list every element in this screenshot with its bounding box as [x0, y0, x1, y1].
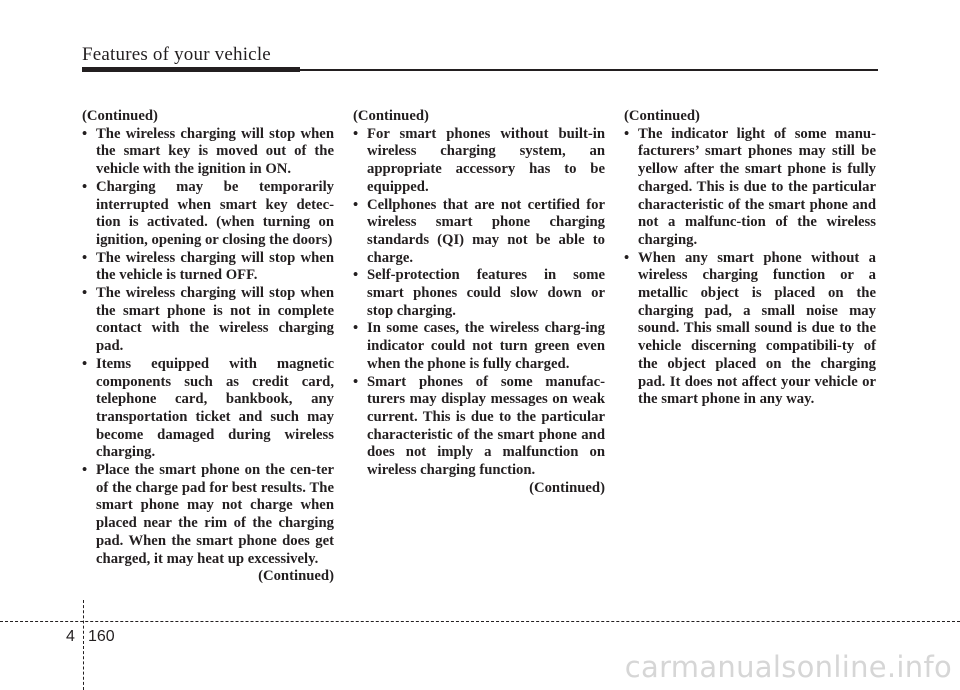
list-item — [82, 250, 334, 285]
bullet-list — [353, 126, 605, 480]
list-item — [624, 126, 876, 250]
list-item — [624, 250, 876, 409]
bullet-text: Charging may be temporarily interrupted when smart key detec-tion is activated. (when turning on ignition, opening or closing the doors) — [96, 178, 334, 248]
bullet-text: The wireless charging will stop when the smart key is moved out of the vehicle with the ignition in ON. — [96, 125, 334, 178]
list-item — [353, 267, 605, 320]
header-rule — [300, 69, 878, 71]
list-item — [353, 126, 605, 197]
header-thick-bar — [82, 67, 300, 72]
footer-dashed-divider — [83, 600, 84, 690]
list-item — [82, 179, 334, 250]
page-header-title: Features of your vehicle — [82, 44, 271, 65]
bullet-list — [624, 126, 876, 409]
bullet-text: Smart phones of some manufac-turers may display messages on weak current. This is due to the particular characteristic of the smart phone and does not imply a malfunction on wireless charging function. — [367, 373, 605, 479]
bullet-glyph: • — [82, 125, 88, 142]
page-number: 160 — [88, 628, 115, 645]
bullet-text: The wireless charging will stop when the smart phone is not in complete contact with the wireless charging pad. — [96, 285, 334, 355]
text-column-2 — [353, 108, 605, 497]
list-item — [82, 126, 334, 179]
continued-footer: (Continued) — [529, 479, 605, 496]
bullet-glyph: • — [82, 285, 88, 302]
list-item — [353, 320, 605, 373]
bullet-text: Place the smart phone on the cen-ter of the charge pad for best results. The smart phone may not charge when placed near the rim of the charging pad. When the smart phone does get charged, it may heat up excessively. — [96, 462, 334, 567]
bullet-list — [82, 126, 334, 569]
list-item — [353, 374, 605, 480]
continued-footer: (Continued) — [258, 568, 334, 585]
bullet-text: For smart phones without built-in wireless charging system, an appropriate accessory has to be equipped. — [367, 125, 605, 195]
bullet-text: The wireless charging will stop when the vehicle is turned OFF. — [96, 249, 334, 284]
bullet-text: Items equipped with magnetic components such as credit card, telephone card, bankbook, any transportation ticket and such may become damaged during wireless charging. — [96, 355, 334, 461]
text-column-1 — [82, 108, 334, 586]
list-item — [82, 356, 334, 462]
bullet-glyph: • — [353, 196, 359, 213]
bullet-glyph: • — [624, 249, 630, 266]
bullet-glyph: • — [353, 267, 359, 284]
section-number: 4 — [66, 628, 75, 645]
bullet-glyph: • — [353, 320, 359, 337]
bullet-glyph: • — [353, 373, 359, 390]
bullet-glyph: • — [353, 125, 359, 142]
list-item — [82, 285, 334, 356]
bullet-text: When any smart phone without a wireless charging function or a metallic object is placed on the charging pad, a small noise may sound. This small sound is due to the vehicle discerning compatibili-ty of the object placed on the charging pad. It does not affect your vehicle or the smart phone in any way. — [638, 249, 876, 408]
bullet-text: The indicator light of some manu-facturers’ smart phones may still be yellow after the smart phone is fully charged. This is due to the particular characteristic of the smart phone and not a malfunc-tion of the wireless charging. — [638, 125, 876, 248]
footer-dashed-rule — [0, 621, 960, 622]
continued-heading: (Continued) — [82, 108, 158, 124]
list-item — [82, 462, 334, 568]
bullet-glyph: • — [82, 178, 88, 195]
continued-heading: (Continued) — [624, 108, 700, 124]
bullet-text: Cellphones that are not certified for wireless smart phone charging standards (QI) may not be able to charge. — [367, 196, 605, 266]
text-column-3 — [624, 108, 876, 409]
bullet-text: Self-protection features in some smart phones could slow down or stop charging. — [367, 267, 605, 319]
list-item — [353, 197, 605, 268]
bullet-text: In some cases, the wireless charg-ing indicator could not turn green even when the phone is fully charged. — [367, 320, 605, 372]
bullet-glyph: • — [624, 125, 630, 142]
continued-heading: (Continued) — [353, 108, 429, 124]
bullet-glyph: • — [82, 462, 88, 479]
watermark-text: carmanualsonline.info — [624, 650, 952, 684]
bullet-glyph: • — [82, 249, 88, 266]
bullet-glyph: • — [82, 355, 88, 372]
